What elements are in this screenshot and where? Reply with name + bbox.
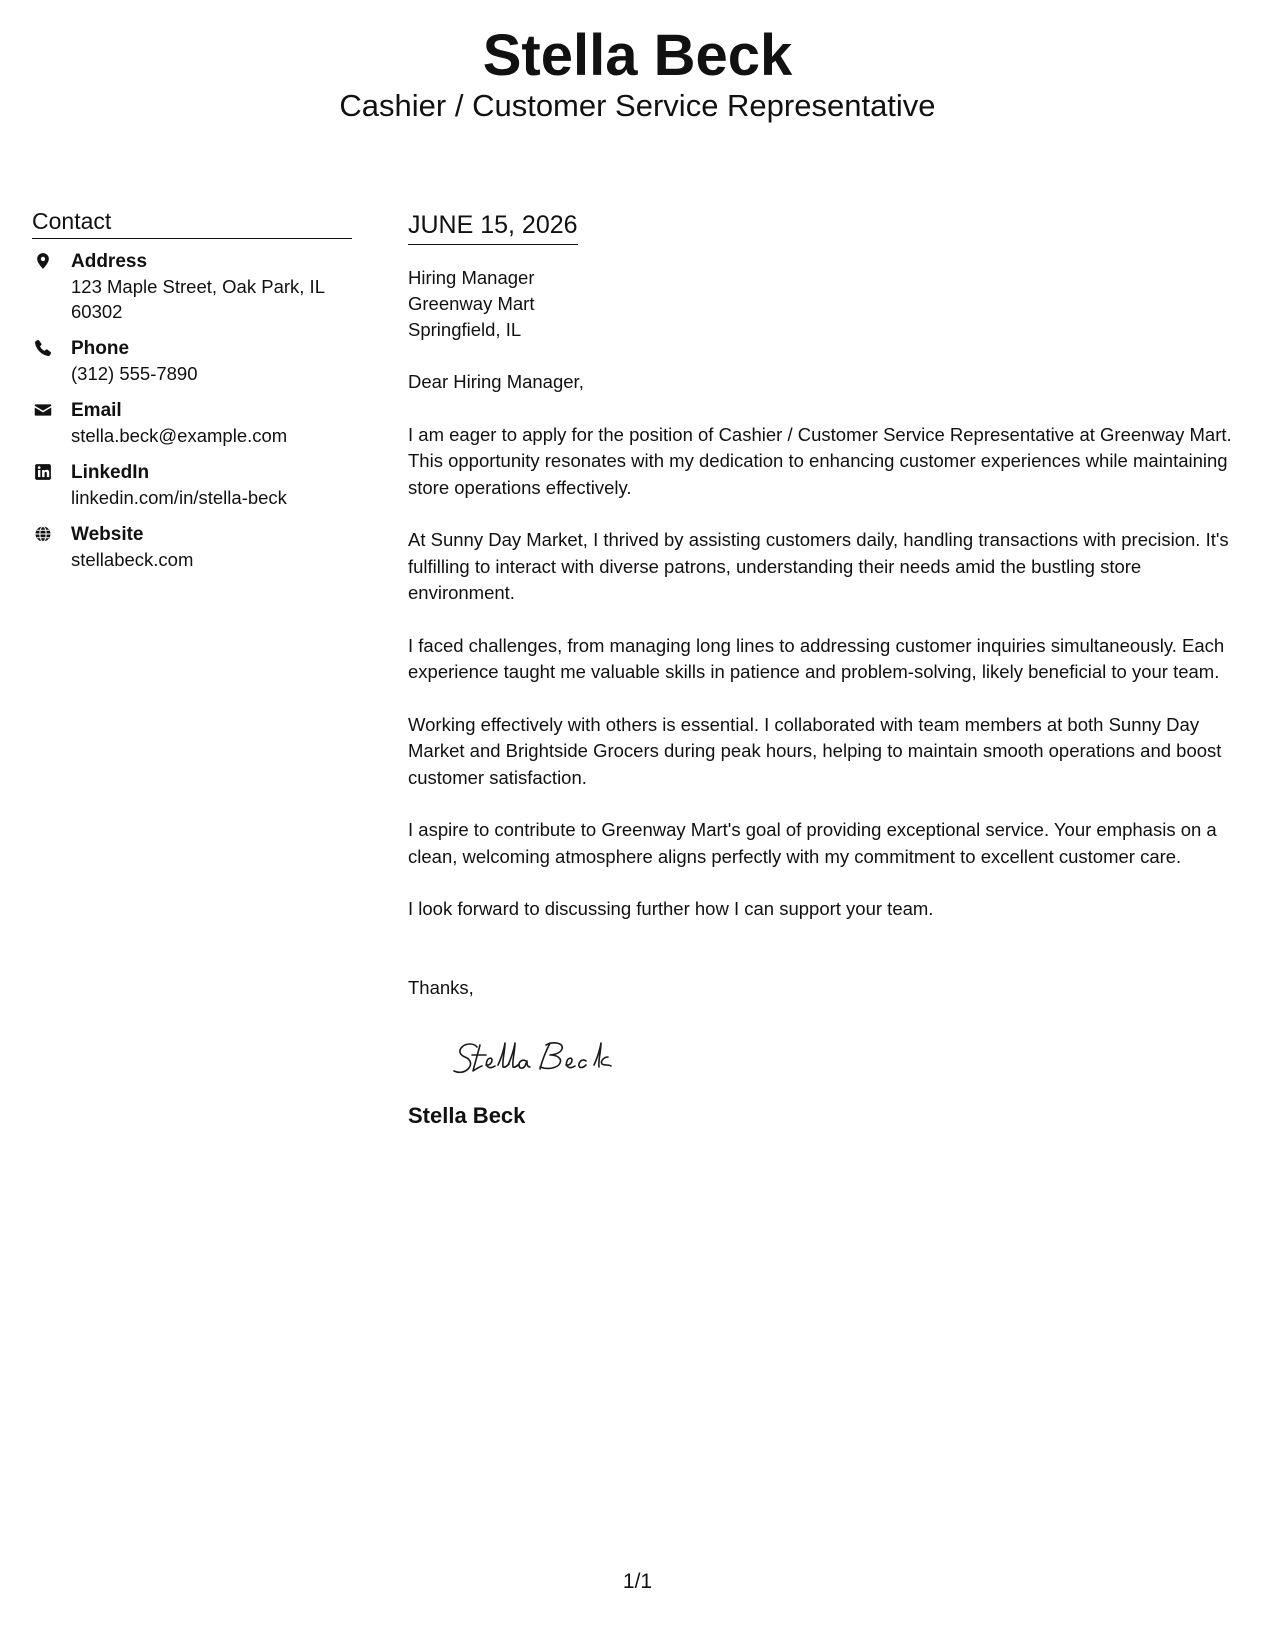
contact-item-phone (32, 336, 352, 386)
body-paragraph: At Sunny Day Market, I thrived by assisting customers daily, handling transactions with precision. It's fulfilling to interact with diverse patrons, understanding their needs amid the bustling store environment. (408, 529, 1229, 603)
linkedin-icon (34, 463, 52, 481)
website-link[interactable]: stellabeck.com (71, 549, 194, 570)
body-paragraph: I faced challenges, from managing long lines to addressing customer inquiries simultaneously. Each experience taught me valuable skills in patience and problem-solving, likely beneficial to your team. (408, 634, 1225, 682)
contact-item-address (32, 249, 352, 324)
contact-label: LinkedIn (71, 462, 150, 483)
contact-label: Website (71, 524, 144, 545)
recipient-line: Hiring Manager (408, 267, 535, 288)
page-number: 1/1 (622, 1570, 653, 1593)
body-paragraph: I aspire to contribute to Greenway Mart's goal of providing exceptional service. Your emphasis on a clean, welcoming atmosphere aligns perfectly with my commitment to excellent customer care. (408, 819, 1217, 867)
job-title: Cashier / Customer Service Representative (339, 88, 936, 123)
recipient-line: Springfield, IL (408, 319, 522, 340)
body-paragraph: I look forward to discussing further how I can support your team. (408, 898, 934, 919)
email-link[interactable]: stella.beck@example.com (71, 425, 288, 446)
envelope-icon (34, 401, 52, 419)
signer-name: Stella Beck (408, 1102, 526, 1128)
body-paragraph: Working effectively with others is essential. I collaborated with team members at both Sunny Day Market and Brightside Grocers during peak hours, helping to maintain smooth operations and boost customer satisfaction. (408, 713, 1222, 788)
letter-date: JUNE 15, 2026 (408, 208, 578, 245)
recipient-block (408, 265, 1253, 343)
address-value: 123 Maple Street, Oak Park, IL 60302 (71, 276, 325, 322)
body-paragraph: I am eager to apply for the position of Cashier / Customer Service Representative at Greenway Mart. This opportunity resonates with my dedication to enhancing customer experiences while maintaining store operations effectively. (408, 423, 1232, 498)
contact-item-linkedin (32, 460, 352, 510)
letter-body (408, 208, 1253, 1131)
applicant-name: Stella Beck (482, 23, 793, 88)
contact-label: Phone (71, 338, 130, 359)
contact-label: Address (71, 251, 148, 272)
phone-value: (312) 555-7890 (71, 363, 198, 384)
handwritten-signature (448, 1031, 648, 1081)
contact-item-email (32, 398, 352, 448)
linkedin-link[interactable]: linkedin.com/in/stella-beck (71, 487, 287, 508)
contact-label: Email (71, 400, 122, 421)
recipient-line: Greenway Mart (408, 293, 535, 314)
closing: Thanks, (408, 976, 474, 998)
globe-icon (34, 525, 52, 543)
location-pin-icon (34, 252, 52, 270)
contact-sidebar (32, 206, 352, 584)
phone-icon (34, 339, 52, 357)
salutation: Dear Hiring Manager, (408, 371, 584, 392)
contact-heading: Contact (32, 206, 352, 239)
contact-item-website (32, 522, 352, 572)
